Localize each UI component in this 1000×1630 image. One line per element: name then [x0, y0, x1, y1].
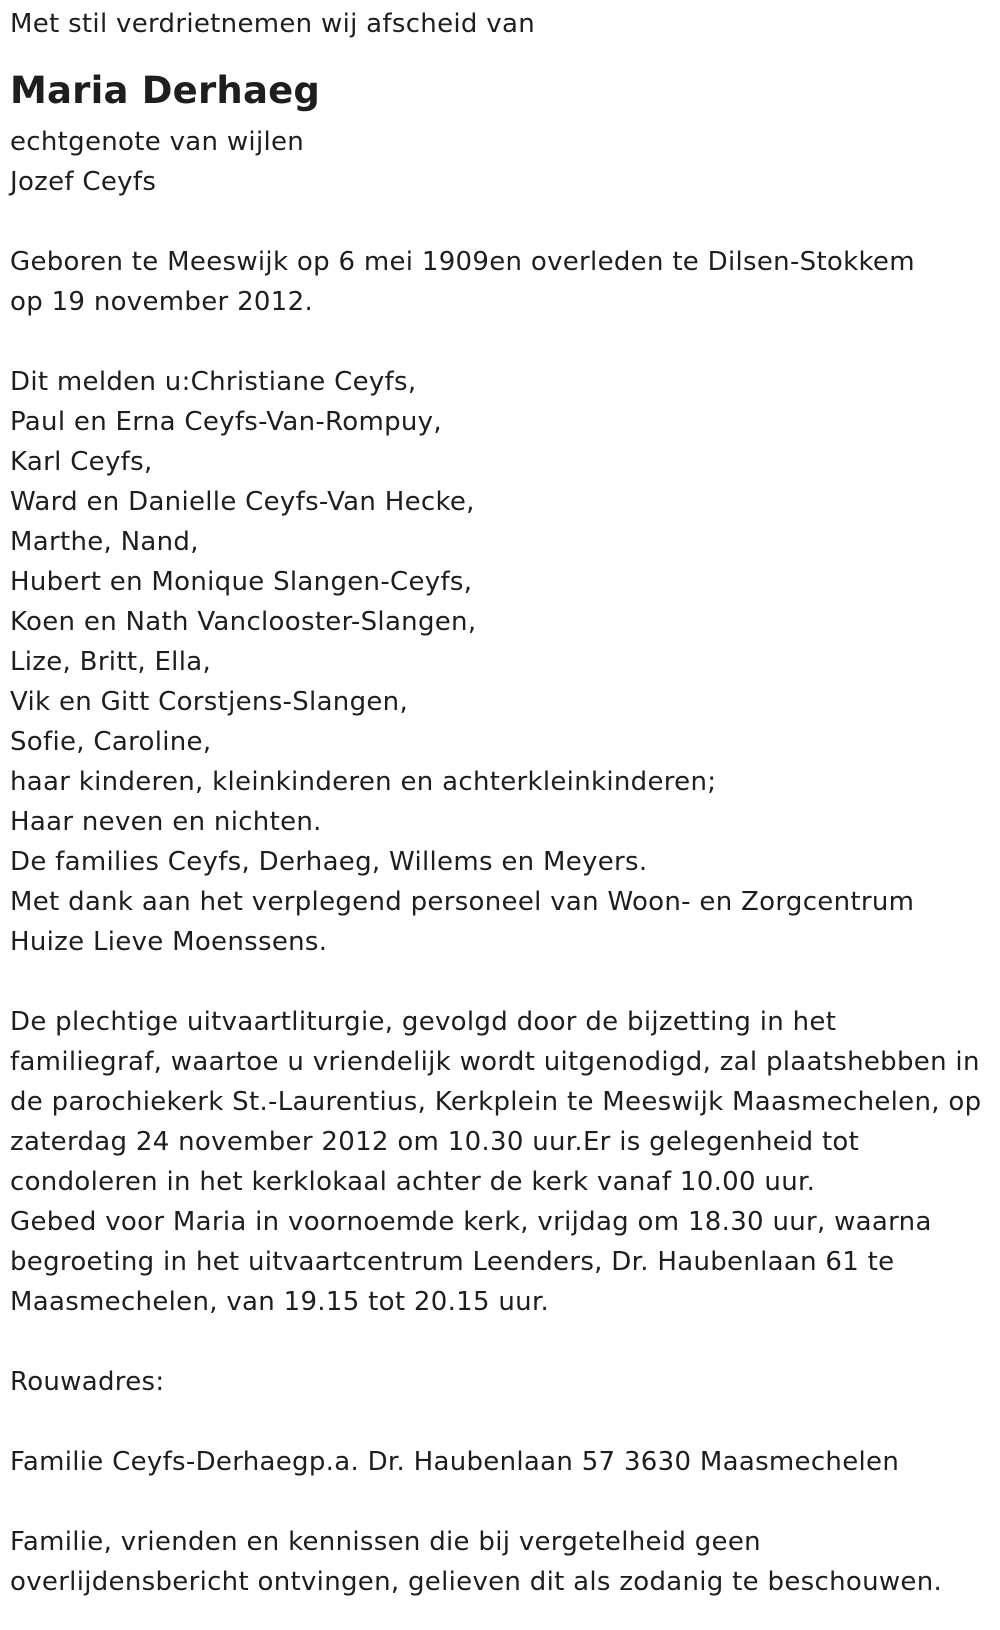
- ceremony-line: de parochiekerk St.-Laurentius, Kerkplein te Meeswijk Maasmechelen, op: [10, 1087, 982, 1117]
- intro-line: Met stil verdrietnemen wij afscheid van: [10, 9, 535, 39]
- family-line: Lize, Britt, Ella,: [10, 647, 212, 677]
- family-line: Met dank aan het verplegend personeel van Woon- en Zorgcentrum: [10, 887, 915, 917]
- family-line: haar kinderen, kleinkinderen en achterkleinkinderen;: [10, 767, 717, 797]
- family-line: Huize Lieve Moenssens.: [10, 927, 328, 957]
- ceremony-line: condoleren in het kerklokaal achter de kerk vanaf 10.00 uur.: [10, 1167, 816, 1197]
- family-section: [10, 362, 990, 962]
- family-line: Vik en Gitt Corstjens-Slangen,: [10, 687, 409, 717]
- family-line: Dit melden u:Christiane Ceyfs,: [10, 367, 417, 397]
- spacer: [10, 1482, 990, 1522]
- spacer: [10, 1322, 990, 1362]
- ceremony-section: [10, 1002, 990, 1322]
- ceremony-line: De plechtige uitvaartliturgie, gevolgd door de bijzetting in het: [10, 1007, 837, 1037]
- rouwadres-label: Rouwadres:: [10, 1367, 165, 1397]
- closing-line: overlijdensbericht ontvingen, gelieven dit als zodanig te beschouwen.: [10, 1567, 943, 1597]
- ceremony-line: Gebed voor Maria in voornoemde kerk, vrijdag om 18.30 uur, waarna: [10, 1207, 932, 1237]
- ceremony-line: familiegraf, waartoe u vriendelijk wordt uitgenodigd, zal plaatshebben in: [10, 1047, 980, 1077]
- birth-death-line: op 19 november 2012.: [10, 287, 314, 317]
- death-notice: [10, 0, 990, 1602]
- ceremony-line: begroeting in het uitvaartcentrum Leenders, Dr. Haubenlaan 61 te: [10, 1247, 895, 1277]
- closing-line: Familie, vrienden en kennissen die bij vergetelheid geen: [10, 1527, 761, 1557]
- family-line: Ward en Danielle Ceyfs-Van Hecke,: [10, 487, 475, 517]
- spacer: [10, 1402, 990, 1442]
- ceremony-line: Maasmechelen, van 19.15 tot 20.15 uur.: [10, 1287, 550, 1317]
- spouse-line: echtgenote van wijlen: [10, 127, 305, 157]
- spouse-section: [10, 122, 990, 202]
- family-line: Hubert en Monique Slangen-Ceyfs,: [10, 567, 473, 597]
- family-line: Haar neven en nichten.: [10, 807, 322, 837]
- deceased-name: Maria Derhaeg: [10, 69, 321, 112]
- birth-death-line: Geboren te Meeswijk op 6 mei 1909en overleden te Dilsen-Stokkem: [10, 247, 915, 277]
- family-line: Karl Ceyfs,: [10, 447, 153, 477]
- spacer: [10, 962, 990, 1002]
- family-line: Marthe, Nand,: [10, 527, 199, 557]
- closing-section: [10, 1522, 990, 1602]
- spacer: [10, 322, 990, 362]
- spouse-line: Jozef Ceyfs: [10, 167, 157, 197]
- family-line: Paul en Erna Ceyfs-Van-Rompuy,: [10, 407, 442, 437]
- spacer: [10, 202, 990, 242]
- mourning-address: Familie Ceyfs-Derhaegp.a. Dr. Haubenlaan 57 3630 Maasmechelen: [10, 1447, 900, 1477]
- family-line: De families Ceyfs, Derhaeg, Willems en Meyers.: [10, 847, 648, 877]
- family-line: Sofie, Caroline,: [10, 727, 212, 757]
- family-line: Koen en Nath Vanclooster-Slangen,: [10, 607, 477, 637]
- birth-death-section: [10, 242, 990, 322]
- ceremony-line: zaterdag 24 november 2012 om 10.30 uur.Er is gelegenheid tot: [10, 1127, 860, 1157]
